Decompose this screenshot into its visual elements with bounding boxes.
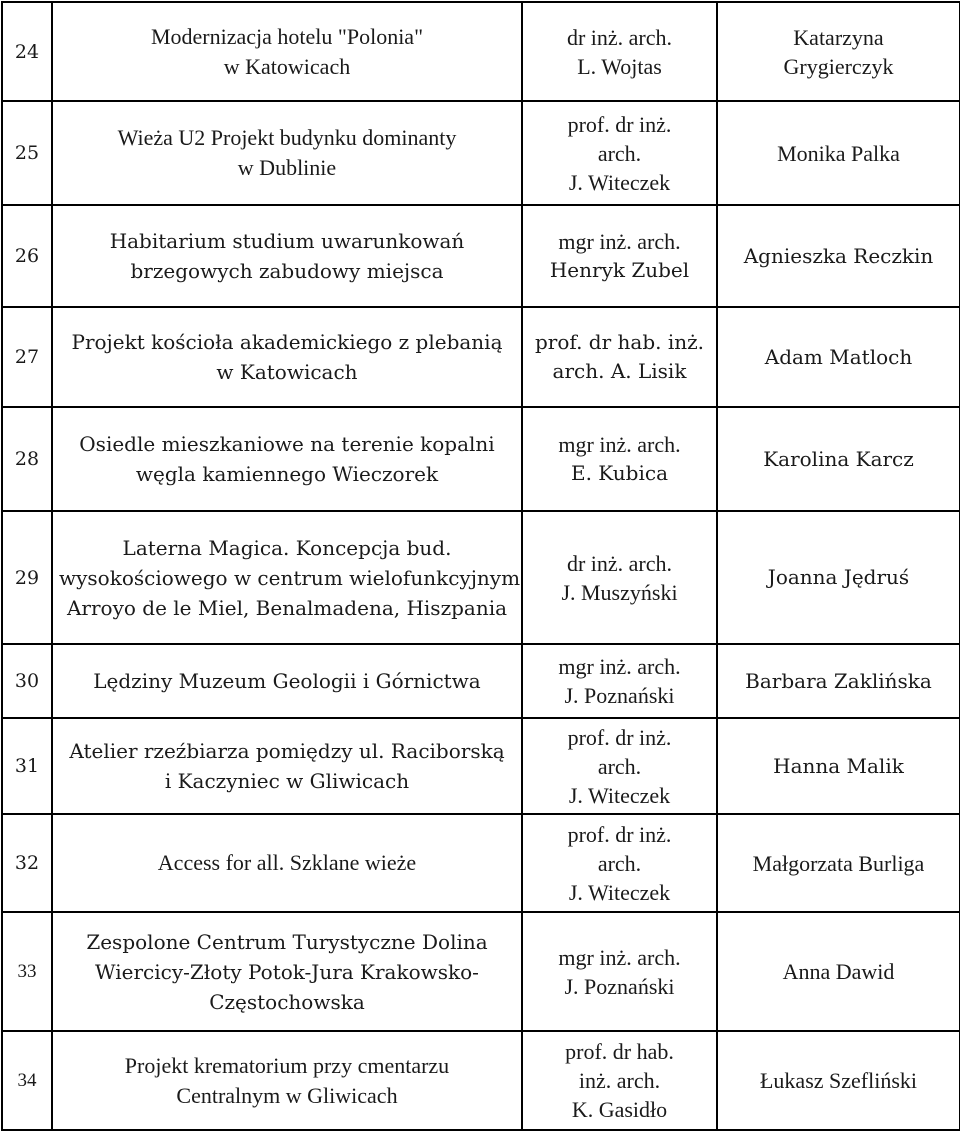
- row-number: 28: [2, 407, 52, 511]
- supervisor: prof. dr inż. arch. J. Witeczek: [522, 718, 717, 814]
- thesis-title: Atelier rzeźbiarza pomiędzy ul. Raciborską i Kaczyniec w Gliwicach: [52, 718, 522, 814]
- thesis-title: Modernizacja hotelu "Polonia" w Katowicach: [52, 2, 522, 101]
- row-number: 27: [2, 307, 52, 407]
- student-name: Małgorzata Burliga: [717, 814, 960, 912]
- row-number: 33: [2, 912, 52, 1031]
- row-number: 24: [2, 2, 52, 101]
- thesis-title: Access for all. Szklane wieże: [52, 814, 522, 912]
- student-name: Joanna Jędruś: [717, 511, 960, 644]
- row-number: 29: [2, 511, 52, 644]
- row-number: 31: [2, 718, 52, 814]
- student-name: Anna Dawid: [717, 912, 960, 1031]
- thesis-title: Projekt kościoła akademickiego z plebanią w Katowicach: [52, 307, 522, 407]
- thesis-title: Laterna Magica. Koncepcja bud. wysokościowego w centrum wielofunkcyjnym Arroyo de le Miel, Benalmadena, Hiszpania: [52, 511, 522, 644]
- row-number: 34: [2, 1031, 52, 1130]
- thesis-title: Wieża U2 Projekt budynku dominanty w Dublinie: [52, 101, 522, 205]
- table-row: [2, 912, 960, 1031]
- row-number: 25: [2, 101, 52, 205]
- row-number: 26: [2, 205, 52, 307]
- supervisor: prof. dr inż. arch. J. Witeczek: [522, 101, 717, 205]
- supervisor: mgr inż. arch. J. Poznański: [522, 644, 717, 718]
- supervisor: mgr inż. arch. Henryk Zubel: [522, 205, 717, 307]
- supervisor: dr inż. arch. J. Muszyński: [522, 511, 717, 644]
- table-row: [2, 814, 960, 912]
- supervisor: prof. dr hab. inż. arch. K. Gasidło: [522, 1031, 717, 1130]
- student-name: Łukasz Szefliński: [717, 1031, 960, 1130]
- thesis-title: Lędziny Muzeum Geologii i Górnictwa: [52, 644, 522, 718]
- thesis-title: Zespolone Centrum Turystyczne Dolina Wiercicy-Złoty Potok-Jura Krakowsko- Częstochowska: [52, 912, 522, 1031]
- table-row: [2, 644, 960, 718]
- supervisor: mgr inż. arch. E. Kubica: [522, 407, 717, 511]
- thesis-title: Habitarium studium uwarunkowań brzegowych zabudowy miejsca: [52, 205, 522, 307]
- supervisor: prof. dr hab. inż. arch. A. Lisik: [522, 307, 717, 407]
- supervisor: dr inż. arch. L. Wojtas: [522, 2, 717, 101]
- student-name: Adam Matloch: [717, 307, 960, 407]
- row-number: 30: [2, 644, 52, 718]
- thesis-title: Projekt krematorium przy cmentarzu Centralnym w Gliwicach: [52, 1031, 522, 1130]
- table-row: [2, 205, 960, 307]
- student-name: Barbara Zaklińska: [717, 644, 960, 718]
- student-name: Monika Palka: [717, 101, 960, 205]
- table-row: [2, 307, 960, 407]
- row-number: 32: [2, 814, 52, 912]
- table-row: [2, 2, 960, 101]
- table-row: [2, 101, 960, 205]
- table-row: [2, 407, 960, 511]
- thesis-title: Osiedle mieszkaniowe na terenie kopalni węgla kamiennego Wieczorek: [52, 407, 522, 511]
- table-row: [2, 718, 960, 814]
- student-name: Katarzyna Grygierczyk: [717, 2, 960, 101]
- table-row: [2, 511, 960, 644]
- student-name: Hanna Malik: [717, 718, 960, 814]
- supervisor: prof. dr inż. arch. J. Witeczek: [522, 814, 717, 912]
- table-row: [2, 1031, 960, 1130]
- student-name: Karolina Karcz: [717, 407, 960, 511]
- thesis-table: [1, 1, 960, 1131]
- supervisor: mgr inż. arch. J. Poznański: [522, 912, 717, 1031]
- student-name: Agnieszka Reczkin: [717, 205, 960, 307]
